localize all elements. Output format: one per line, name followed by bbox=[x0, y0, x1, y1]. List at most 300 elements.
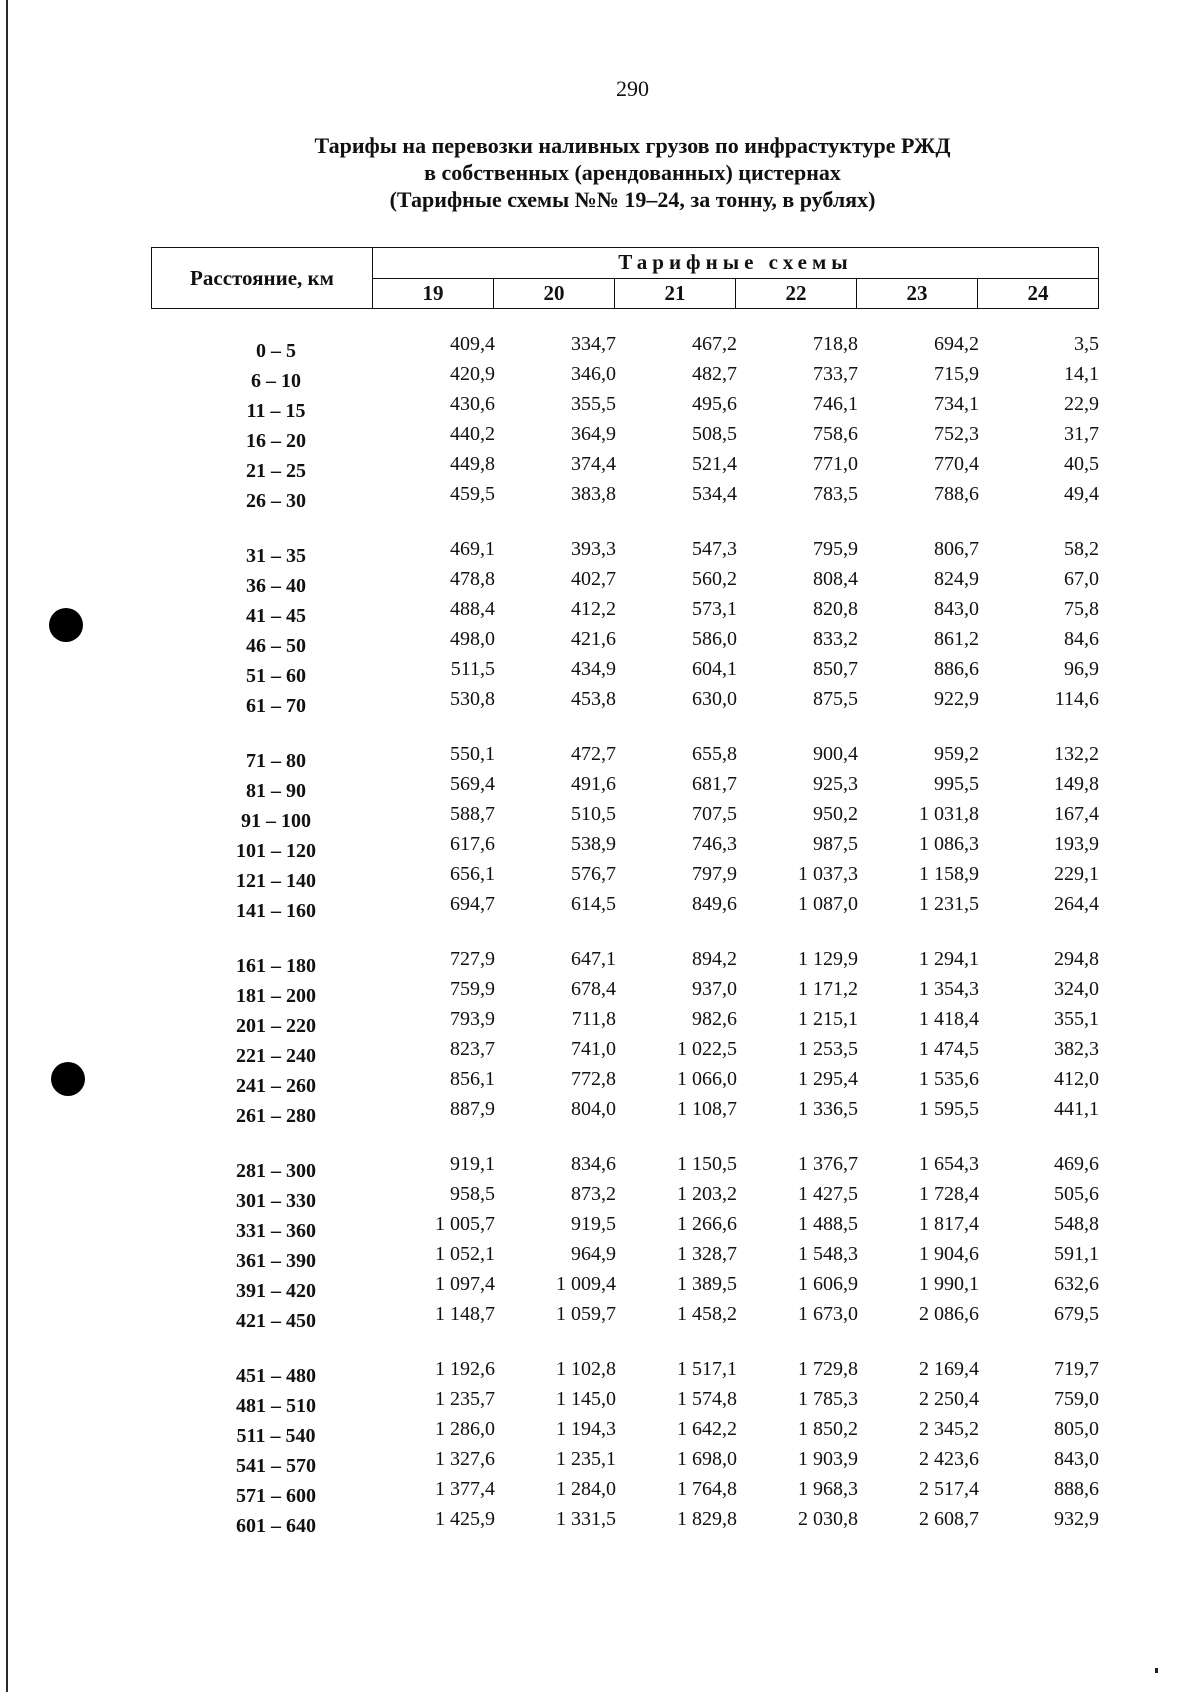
tariff-value-cell: 937,0 bbox=[692, 978, 737, 1000]
tariff-value-cell: 759,9 bbox=[450, 978, 495, 1000]
table-row bbox=[151, 483, 1099, 513]
tariff-value-cell: 1 005,7 bbox=[435, 1213, 495, 1235]
tariff-value-cell: 656,1 bbox=[450, 863, 495, 885]
distance-range-cell: 36 – 40 bbox=[246, 575, 306, 597]
tariff-value-cell: 873,2 bbox=[571, 1183, 616, 1205]
scheme-column-header: 19 bbox=[373, 278, 494, 309]
tariff-value-cell: 586,0 bbox=[692, 628, 737, 650]
punch-hole bbox=[49, 608, 83, 642]
tariff-value-cell: 604,1 bbox=[692, 658, 737, 680]
distance-range-cell: 101 – 120 bbox=[236, 840, 316, 862]
tariff-value-cell: 1 904,6 bbox=[919, 1243, 979, 1265]
tariff-value-cell: 950,2 bbox=[813, 803, 858, 825]
tariff-value-cell: 114,6 bbox=[1054, 688, 1099, 710]
table-row bbox=[151, 423, 1099, 453]
tariff-value-cell: 420,9 bbox=[450, 363, 495, 385]
tariff-value-cell: 922,9 bbox=[934, 688, 979, 710]
tariff-value-cell: 707,5 bbox=[692, 803, 737, 825]
tariff-value-cell: 1 903,9 bbox=[798, 1448, 858, 1470]
scheme-column-header: 20 bbox=[494, 278, 615, 309]
tariff-value-cell: 441,1 bbox=[1054, 1098, 1099, 1120]
tariff-value-cell: 793,9 bbox=[450, 1008, 495, 1030]
tariff-value-cell: 919,1 bbox=[450, 1153, 495, 1175]
tariff-value-cell: 547,3 bbox=[692, 538, 737, 560]
tariff-value-cell: 1 595,5 bbox=[919, 1098, 979, 1120]
tariff-value-cell: 324,0 bbox=[1054, 978, 1099, 1000]
distance-range-cell: 241 – 260 bbox=[236, 1075, 316, 1097]
tariff-value-cell: 1 037,3 bbox=[798, 863, 858, 885]
tariff-value-cell: 1 235,7 bbox=[435, 1388, 495, 1410]
tariff-value-cell: 614,5 bbox=[571, 893, 616, 915]
tariff-value-cell: 560,2 bbox=[692, 568, 737, 590]
tariff-value-cell: 495,6 bbox=[692, 393, 737, 415]
distance-column-header: Расстояние, км bbox=[152, 248, 373, 309]
tariff-value-cell: 715,9 bbox=[934, 363, 979, 385]
tariff-value-cell: 925,3 bbox=[813, 773, 858, 795]
distance-range-cell: 51 – 60 bbox=[246, 665, 306, 687]
table-row bbox=[151, 688, 1099, 718]
tariff-value-cell: 530,8 bbox=[450, 688, 495, 710]
tariff-value-cell: 772,8 bbox=[571, 1068, 616, 1090]
tariff-value-cell: 1 052,1 bbox=[435, 1243, 495, 1265]
tariff-value-cell: 2 030,8 bbox=[798, 1508, 858, 1530]
table-row bbox=[151, 1243, 1099, 1273]
distance-range-cell: 261 – 280 bbox=[236, 1105, 316, 1127]
tariff-value-cell: 511,5 bbox=[450, 658, 495, 680]
tariff-value-cell: 1 458,2 bbox=[677, 1303, 737, 1325]
table-row bbox=[151, 1068, 1099, 1098]
tariff-value-cell: 40,5 bbox=[1064, 453, 1099, 475]
tariff-value-cell: 1 336,5 bbox=[798, 1098, 858, 1120]
tariff-value-cell: 96,9 bbox=[1064, 658, 1099, 680]
table-row bbox=[151, 1098, 1099, 1128]
tariff-value-cell: 393,3 bbox=[571, 538, 616, 560]
tariff-schemes-group-header: Тарифные схемы bbox=[373, 248, 1099, 279]
distance-range-cell: 91 – 100 bbox=[241, 810, 311, 832]
tariff-value-cell: 510,5 bbox=[571, 803, 616, 825]
tariff-value-cell: 875,5 bbox=[813, 688, 858, 710]
table-row bbox=[151, 598, 1099, 628]
table-row bbox=[151, 363, 1099, 393]
tariff-value-cell: 617,6 bbox=[450, 833, 495, 855]
table-row bbox=[151, 1358, 1099, 1388]
tariff-value-cell: 591,1 bbox=[1054, 1243, 1099, 1265]
tariff-value-cell: 1 148,7 bbox=[435, 1303, 495, 1325]
tariff-value-cell: 719,7 bbox=[1054, 1358, 1099, 1380]
table-row bbox=[151, 803, 1099, 833]
tariff-value-cell: 1 158,9 bbox=[919, 863, 979, 885]
tariff-value-cell: 1 097,4 bbox=[435, 1273, 495, 1295]
tariff-value-cell: 550,1 bbox=[450, 743, 495, 765]
tariff-value-cell: 843,0 bbox=[934, 598, 979, 620]
distance-range-cell: 26 – 30 bbox=[246, 490, 306, 512]
tariff-value-cell: 1 331,5 bbox=[556, 1508, 616, 1530]
tariff-value-cell: 453,8 bbox=[571, 688, 616, 710]
tariff-value-cell: 534,4 bbox=[692, 483, 737, 505]
tariff-value-cell: 84,6 bbox=[1064, 628, 1099, 650]
tariff-value-cell: 167,4 bbox=[1054, 803, 1099, 825]
table-row bbox=[151, 1478, 1099, 1508]
tariff-value-cell: 1 295,4 bbox=[798, 1068, 858, 1090]
tariff-value-cell: 2 169,4 bbox=[919, 1358, 979, 1380]
tariff-value-cell: 888,6 bbox=[1054, 1478, 1099, 1500]
tariff-value-cell: 2 345,2 bbox=[919, 1418, 979, 1440]
tariff-value-cell: 759,0 bbox=[1054, 1388, 1099, 1410]
distance-range-cell: 601 – 640 bbox=[236, 1515, 316, 1537]
tariff-value-cell: 1 327,6 bbox=[435, 1448, 495, 1470]
table-row bbox=[151, 833, 1099, 863]
distance-range-cell: 71 – 80 bbox=[246, 750, 306, 772]
tariff-value-cell: 1 231,5 bbox=[919, 893, 979, 915]
tariff-value-cell: 132,2 bbox=[1054, 743, 1099, 765]
table-row bbox=[151, 1183, 1099, 1213]
tariff-value-cell: 1 059,7 bbox=[556, 1303, 616, 1325]
tariff-value-cell: 1 377,4 bbox=[435, 1478, 495, 1500]
tariff-value-cell: 491,6 bbox=[571, 773, 616, 795]
tariff-value-cell: 1 728,4 bbox=[919, 1183, 979, 1205]
distance-range-cell: 21 – 25 bbox=[246, 460, 306, 482]
tariff-value-cell: 2 423,6 bbox=[919, 1448, 979, 1470]
tariff-value-cell: 1 294,1 bbox=[919, 948, 979, 970]
tariff-value-cell: 521,4 bbox=[692, 453, 737, 475]
tariff-value-cell: 824,9 bbox=[934, 568, 979, 590]
tariff-value-cell: 1 418,4 bbox=[919, 1008, 979, 1030]
tariff-value-cell: 1 817,4 bbox=[919, 1213, 979, 1235]
tariff-value-cell: 655,8 bbox=[692, 743, 737, 765]
tariff-value-cell: 229,1 bbox=[1054, 863, 1099, 885]
tariff-value-cell: 383,8 bbox=[571, 483, 616, 505]
tariff-value-cell: 449,8 bbox=[450, 453, 495, 475]
tariff-value-cell: 718,8 bbox=[813, 333, 858, 355]
tariff-value-cell: 1 192,6 bbox=[435, 1358, 495, 1380]
tariff-value-cell: 355,5 bbox=[571, 393, 616, 415]
tariff-value-cell: 727,9 bbox=[450, 948, 495, 970]
tariff-value-cell: 1 286,0 bbox=[435, 1418, 495, 1440]
tariff-value-cell: 678,4 bbox=[571, 978, 616, 1000]
tariff-value-cell: 2 250,4 bbox=[919, 1388, 979, 1410]
tariff-value-cell: 797,9 bbox=[692, 863, 737, 885]
distance-range-cell: 451 – 480 bbox=[236, 1365, 316, 1387]
tariff-value-cell: 382,3 bbox=[1054, 1038, 1099, 1060]
tariff-value-cell: 412,2 bbox=[571, 598, 616, 620]
tariff-value-cell: 1 698,0 bbox=[677, 1448, 737, 1470]
tariff-value-cell: 440,2 bbox=[450, 423, 495, 445]
tariff-value-cell: 294,8 bbox=[1054, 948, 1099, 970]
distance-range-cell: 141 – 160 bbox=[236, 900, 316, 922]
tariff-value-cell: 409,4 bbox=[450, 333, 495, 355]
tariff-value-cell: 75,8 bbox=[1064, 598, 1099, 620]
tariff-value-cell: 679,5 bbox=[1054, 1303, 1099, 1325]
tariff-value-cell: 982,6 bbox=[692, 1008, 737, 1030]
tariff-value-cell: 894,2 bbox=[692, 948, 737, 970]
tariff-value-cell: 374,4 bbox=[571, 453, 616, 475]
tariff-value-cell: 573,1 bbox=[692, 598, 737, 620]
tariff-value-cell: 467,2 bbox=[692, 333, 737, 355]
table-row bbox=[151, 658, 1099, 688]
tariff-table-body bbox=[151, 333, 1099, 1538]
tariff-value-cell: 770,4 bbox=[934, 453, 979, 475]
tariff-value-cell: 1 215,1 bbox=[798, 1008, 858, 1030]
tariff-value-cell: 886,6 bbox=[934, 658, 979, 680]
scheme-column-header: 23 bbox=[857, 278, 978, 309]
tariff-value-cell: 1 850,2 bbox=[798, 1418, 858, 1440]
table-row bbox=[151, 1388, 1099, 1418]
distance-range-cell: 331 – 360 bbox=[236, 1220, 316, 1242]
title-line-3: (Тарифные схемы №№ 19–24, за тонну, в рублях) bbox=[389, 187, 876, 212]
tariff-value-cell: 31,7 bbox=[1064, 423, 1099, 445]
tariff-value-cell: 346,0 bbox=[571, 363, 616, 385]
tariff-value-cell: 58,2 bbox=[1064, 538, 1099, 560]
distance-range-cell: 0 – 5 bbox=[256, 340, 296, 362]
tariff-value-cell: 22,9 bbox=[1064, 393, 1099, 415]
table-row bbox=[151, 453, 1099, 483]
tariff-value-cell: 861,2 bbox=[934, 628, 979, 650]
distance-range-cell: 31 – 35 bbox=[246, 545, 306, 567]
distance-range-cell: 421 – 450 bbox=[236, 1310, 316, 1332]
tariff-value-cell: 469,6 bbox=[1054, 1153, 1099, 1175]
table-row bbox=[151, 1448, 1099, 1478]
tariff-value-cell: 733,7 bbox=[813, 363, 858, 385]
tariff-value-cell: 805,0 bbox=[1054, 1418, 1099, 1440]
table-row bbox=[151, 1008, 1099, 1038]
table-row bbox=[151, 333, 1099, 363]
tariff-value-cell: 1 129,9 bbox=[798, 948, 858, 970]
distance-range-cell: 181 – 200 bbox=[236, 985, 316, 1007]
tariff-value-cell: 1 031,8 bbox=[919, 803, 979, 825]
tariff-value-cell: 783,5 bbox=[813, 483, 858, 505]
table-row bbox=[151, 568, 1099, 598]
tariff-value-cell: 681,7 bbox=[692, 773, 737, 795]
tariff-value-cell: 1 086,3 bbox=[919, 833, 979, 855]
tariff-value-cell: 1 102,8 bbox=[556, 1358, 616, 1380]
tariff-value-cell: 741,0 bbox=[571, 1038, 616, 1060]
tariff-value-cell: 808,4 bbox=[813, 568, 858, 590]
tariff-value-cell: 355,1 bbox=[1054, 1008, 1099, 1030]
tariff-value-cell: 746,1 bbox=[813, 393, 858, 415]
tariff-value-cell: 1 606,9 bbox=[798, 1273, 858, 1295]
tariff-value-cell: 1 108,7 bbox=[677, 1098, 737, 1120]
tariff-value-cell: 1 087,0 bbox=[798, 893, 858, 915]
page-edge-shadow bbox=[6, 0, 8, 1692]
tariff-value-cell: 1 990,1 bbox=[919, 1273, 979, 1295]
distance-range-cell: 221 – 240 bbox=[236, 1045, 316, 1067]
tariff-value-cell: 1 574,8 bbox=[677, 1388, 737, 1410]
table-row bbox=[151, 948, 1099, 978]
tariff-value-cell: 1 829,8 bbox=[677, 1508, 737, 1530]
table-row bbox=[151, 628, 1099, 658]
tariff-value-cell: 1 729,8 bbox=[798, 1358, 858, 1380]
document-title bbox=[200, 132, 1065, 213]
tariff-value-cell: 488,4 bbox=[450, 598, 495, 620]
tariff-value-cell: 1 764,8 bbox=[677, 1478, 737, 1500]
tariff-value-cell: 482,7 bbox=[692, 363, 737, 385]
tariff-value-cell: 364,9 bbox=[571, 423, 616, 445]
tariff-value-cell: 694,7 bbox=[450, 893, 495, 915]
tariff-value-cell: 630,0 bbox=[692, 688, 737, 710]
table-row bbox=[151, 1303, 1099, 1333]
tariff-value-cell: 632,6 bbox=[1054, 1273, 1099, 1295]
tariff-value-cell: 1 150,5 bbox=[677, 1153, 737, 1175]
tariff-value-cell: 1 253,5 bbox=[798, 1038, 858, 1060]
tariff-value-cell: 820,8 bbox=[813, 598, 858, 620]
tariff-value-cell: 843,0 bbox=[1054, 1448, 1099, 1470]
tariff-table-header bbox=[151, 247, 1099, 309]
tariff-value-cell: 711,8 bbox=[571, 1008, 616, 1030]
table-row bbox=[151, 893, 1099, 923]
tariff-value-cell: 1 235,1 bbox=[556, 1448, 616, 1470]
tariff-value-cell: 1 474,5 bbox=[919, 1038, 979, 1060]
tariff-value-cell: 1 022,5 bbox=[677, 1038, 737, 1060]
tariff-value-cell: 823,7 bbox=[450, 1038, 495, 1060]
tariff-value-cell: 771,0 bbox=[813, 453, 858, 475]
tariff-value-cell: 548,8 bbox=[1054, 1213, 1099, 1235]
tariff-value-cell: 1 266,6 bbox=[677, 1213, 737, 1235]
distance-range-cell: 41 – 45 bbox=[246, 605, 306, 627]
tariff-value-cell: 647,1 bbox=[571, 948, 616, 970]
punch-hole bbox=[51, 1062, 85, 1096]
tariff-value-cell: 459,5 bbox=[450, 483, 495, 505]
table-row bbox=[151, 743, 1099, 773]
tariff-value-cell: 498,0 bbox=[450, 628, 495, 650]
tariff-value-cell: 964,9 bbox=[571, 1243, 616, 1265]
tariff-value-cell: 430,6 bbox=[450, 393, 495, 415]
tariff-value-cell: 734,1 bbox=[934, 393, 979, 415]
tariff-value-cell: 746,3 bbox=[692, 833, 737, 855]
tariff-value-cell: 795,9 bbox=[813, 538, 858, 560]
table-row bbox=[151, 1273, 1099, 1303]
title-line-2: в собственных (арендованных) цистернах bbox=[424, 160, 841, 185]
tariff-value-cell: 1 194,3 bbox=[556, 1418, 616, 1440]
tariff-value-cell: 1 009,4 bbox=[556, 1273, 616, 1295]
distance-range-cell: 201 – 220 bbox=[236, 1015, 316, 1037]
distance-range-cell: 481 – 510 bbox=[236, 1395, 316, 1417]
tariff-value-cell: 538,9 bbox=[571, 833, 616, 855]
distance-range-cell: 81 – 90 bbox=[246, 780, 306, 802]
distance-range-cell: 301 – 330 bbox=[236, 1190, 316, 1212]
tariff-value-cell: 576,7 bbox=[571, 863, 616, 885]
table-row bbox=[151, 978, 1099, 1008]
tariff-value-cell: 1 488,5 bbox=[798, 1213, 858, 1235]
tariff-value-cell: 856,1 bbox=[450, 1068, 495, 1090]
tariff-value-cell: 1 203,2 bbox=[677, 1183, 737, 1205]
distance-range-cell: 161 – 180 bbox=[236, 955, 316, 977]
tariff-value-cell: 1 328,7 bbox=[677, 1243, 737, 1265]
distance-range-cell: 361 – 390 bbox=[236, 1250, 316, 1272]
distance-range-cell: 46 – 50 bbox=[246, 635, 306, 657]
tariff-value-cell: 1 427,5 bbox=[798, 1183, 858, 1205]
tariff-value-cell: 505,6 bbox=[1054, 1183, 1099, 1205]
tariff-value-cell: 1 171,2 bbox=[798, 978, 858, 1000]
distance-range-cell: 16 – 20 bbox=[246, 430, 306, 452]
tariff-value-cell: 1 517,1 bbox=[677, 1358, 737, 1380]
tariff-value-cell: 469,1 bbox=[450, 538, 495, 560]
distance-range-cell: 6 – 10 bbox=[251, 370, 301, 392]
table-row bbox=[151, 538, 1099, 568]
tariff-value-cell: 958,5 bbox=[450, 1183, 495, 1205]
tariff-value-cell: 67,0 bbox=[1064, 568, 1099, 590]
table-row bbox=[151, 1153, 1099, 1183]
tariff-value-cell: 1 785,3 bbox=[798, 1388, 858, 1410]
scan-speck bbox=[1155, 1668, 1158, 1673]
table-row bbox=[151, 1038, 1099, 1068]
distance-range-cell: 391 – 420 bbox=[236, 1280, 316, 1302]
tariff-value-cell: 478,8 bbox=[450, 568, 495, 590]
tariff-value-cell: 1 389,5 bbox=[677, 1273, 737, 1295]
tariff-value-cell: 1 284,0 bbox=[556, 1478, 616, 1500]
distance-range-cell: 541 – 570 bbox=[236, 1455, 316, 1477]
tariff-value-cell: 1 968,3 bbox=[798, 1478, 858, 1500]
tariff-value-cell: 987,5 bbox=[813, 833, 858, 855]
tariff-value-cell: 508,5 bbox=[692, 423, 737, 445]
scheme-column-header: 21 bbox=[615, 278, 736, 309]
tariff-value-cell: 14,1 bbox=[1064, 363, 1099, 385]
distance-range-cell: 281 – 300 bbox=[236, 1160, 316, 1182]
tariff-value-cell: 149,8 bbox=[1054, 773, 1099, 795]
tariff-value-cell: 1 145,0 bbox=[556, 1388, 616, 1410]
tariff-value-cell: 1 642,2 bbox=[677, 1418, 737, 1440]
tariff-value-cell: 887,9 bbox=[450, 1098, 495, 1120]
distance-range-cell: 511 – 540 bbox=[236, 1425, 316, 1447]
table-row bbox=[151, 1508, 1099, 1538]
table-row bbox=[151, 773, 1099, 803]
tariff-value-cell: 900,4 bbox=[813, 743, 858, 765]
tariff-value-cell: 472,7 bbox=[571, 743, 616, 765]
tariff-value-cell: 1 654,3 bbox=[919, 1153, 979, 1175]
tariff-value-cell: 334,7 bbox=[571, 333, 616, 355]
distance-range-cell: 11 – 15 bbox=[246, 400, 306, 422]
tariff-value-cell: 806,7 bbox=[934, 538, 979, 560]
tariff-value-cell: 193,9 bbox=[1054, 833, 1099, 855]
tariff-value-cell: 421,6 bbox=[571, 628, 616, 650]
tariff-value-cell: 1 354,3 bbox=[919, 978, 979, 1000]
tariff-value-cell: 2 517,4 bbox=[919, 1478, 979, 1500]
tariff-value-cell: 919,5 bbox=[571, 1213, 616, 1235]
tariff-value-cell: 49,4 bbox=[1064, 483, 1099, 505]
tariff-value-cell: 569,4 bbox=[450, 773, 495, 795]
tariff-value-cell: 752,3 bbox=[934, 423, 979, 445]
tariff-value-cell: 402,7 bbox=[571, 568, 616, 590]
scheme-column-header: 24 bbox=[978, 278, 1099, 309]
tariff-value-cell: 588,7 bbox=[450, 803, 495, 825]
table-row bbox=[151, 863, 1099, 893]
tariff-value-cell: 758,6 bbox=[813, 423, 858, 445]
tariff-value-cell: 959,2 bbox=[934, 743, 979, 765]
table-row bbox=[151, 393, 1099, 423]
tariff-value-cell: 1 673,0 bbox=[798, 1303, 858, 1325]
tariff-value-cell: 833,2 bbox=[813, 628, 858, 650]
tariff-value-cell: 804,0 bbox=[571, 1098, 616, 1120]
tariff-value-cell: 932,9 bbox=[1054, 1508, 1099, 1530]
tariff-value-cell: 694,2 bbox=[934, 333, 979, 355]
table-row bbox=[151, 1418, 1099, 1448]
tariff-value-cell: 849,6 bbox=[692, 893, 737, 915]
distance-range-cell: 571 – 600 bbox=[236, 1485, 316, 1507]
distance-range-cell: 121 – 140 bbox=[236, 870, 316, 892]
tariff-value-cell: 1 066,0 bbox=[677, 1068, 737, 1090]
tariff-value-cell: 850,7 bbox=[813, 658, 858, 680]
tariff-value-cell: 1 425,9 bbox=[435, 1508, 495, 1530]
title-line-1: Тарифы на перевозки наливных грузов по инфрастуктуре РЖД bbox=[314, 133, 951, 158]
tariff-value-cell: 1 535,6 bbox=[919, 1068, 979, 1090]
distance-range-cell: 61 – 70 bbox=[246, 695, 306, 717]
tariff-value-cell: 1 376,7 bbox=[798, 1153, 858, 1175]
tariff-value-cell: 1 548,3 bbox=[798, 1243, 858, 1265]
tariff-value-cell: 434,9 bbox=[571, 658, 616, 680]
tariff-value-cell: 412,0 bbox=[1054, 1068, 1099, 1090]
table-row bbox=[151, 1213, 1099, 1243]
tariff-value-cell: 788,6 bbox=[934, 483, 979, 505]
scheme-column-header: 22 bbox=[736, 278, 857, 309]
